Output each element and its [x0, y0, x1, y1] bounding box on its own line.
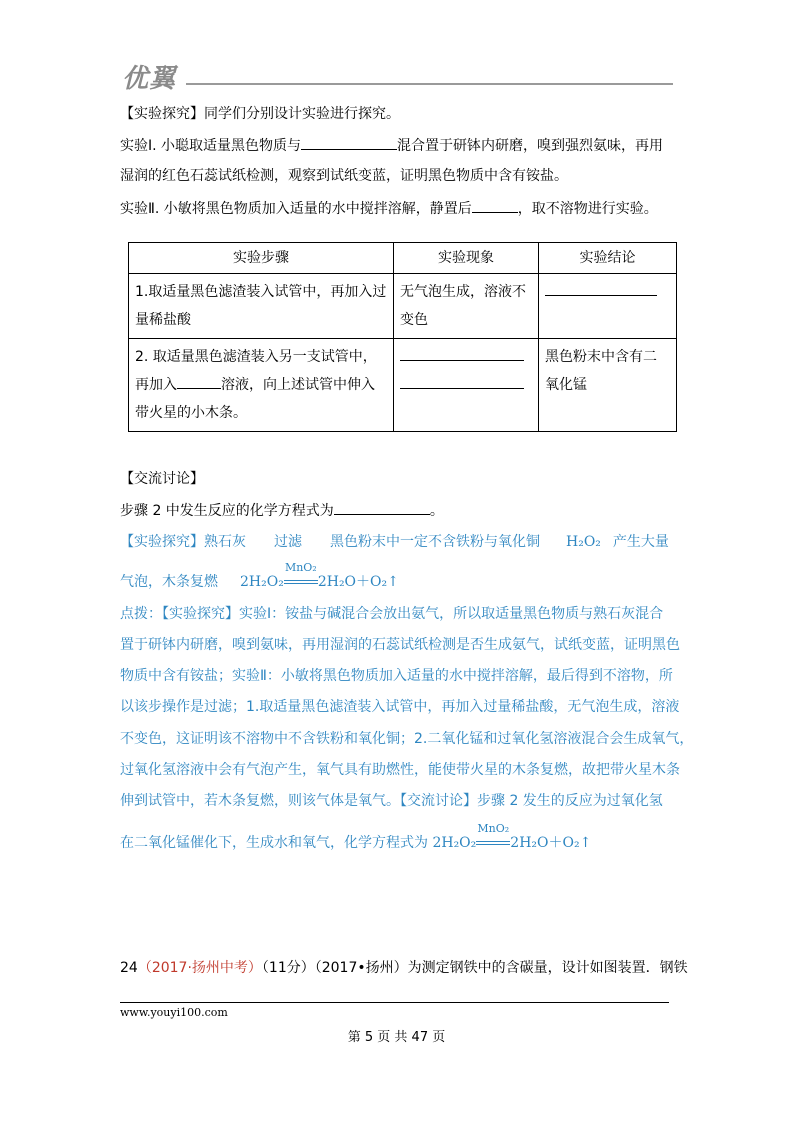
exp1-line — [120, 135, 663, 156]
answer-1: 【实验探究】熟石灰 — [120, 534, 246, 550]
discussion-text-a: 步骤 2 中发生反应的化学方程式为 — [120, 503, 334, 519]
intro-heading: 【实验探究】同学们分别设计实验进行探究。 — [120, 106, 400, 122]
table-row — [129, 339, 677, 432]
header-rule — [186, 83, 673, 85]
row1-phenomenon: 无气泡生成，溶液不变色 — [394, 274, 539, 339]
equation-2-right: 2H₂O＋O₂↑ — [510, 835, 592, 851]
exp2-text-b: ，取不溶物进行实验。 — [517, 201, 658, 217]
footer-url: www.youyi100.com — [120, 1006, 228, 1019]
row2-phenomenon-blank-2 — [400, 374, 524, 389]
answer-4: H₂O₂ — [566, 534, 601, 550]
equation-2-condition: MnO₂ — [477, 822, 510, 835]
exp1-line-2: 湿润的红色石蕊试纸检测，观察到试纸变蓝，证明黑色物质中含有铵盐。 — [120, 168, 568, 184]
row2-phenomenon — [394, 339, 539, 432]
row2-conclusion: 黑色粉末中含有二氧化锰 — [539, 339, 677, 432]
equation-2 — [432, 822, 592, 851]
table-header-row — [129, 243, 677, 274]
footer-rule — [120, 1002, 669, 1003]
answer-line-1 — [120, 532, 669, 552]
page-number: 第 5 页 共 47 页 — [347, 1030, 446, 1045]
discussion-question — [120, 500, 444, 521]
header-conclusion: 实验结论 — [539, 243, 677, 274]
discussion-blank — [334, 500, 430, 515]
discussion-heading: 【交流讨论】 — [120, 471, 204, 487]
equation-right: 2H₂O＋O₂↑ — [317, 574, 399, 590]
row1-conclusion-blank — [545, 281, 657, 296]
question-number: 24 — [120, 960, 138, 976]
equation — [240, 561, 399, 590]
question-source: （2017·扬州中考） — [137, 960, 262, 976]
answer-5-cont: 气泡，木条复燃 — [120, 574, 218, 590]
next-question — [120, 958, 688, 978]
tip-line-1: 点拨：【实验探究】实验Ⅰ：铵盐与碱混合会放出氨气，所以取适量黑色物质与熟石灰混合 — [120, 606, 664, 622]
equation-2-left: 2H₂O₂ — [432, 835, 477, 851]
header-phenomenon: 实验现象 — [394, 243, 539, 274]
row2-phenomenon-blank-1 — [400, 346, 524, 361]
equation-2-arrow — [476, 822, 510, 853]
row2-step-b: 溶液，向上述试管中伸入带火星的小木条。 — [135, 377, 375, 421]
exp2-line — [120, 198, 658, 219]
logo: 优翼 — [122, 64, 177, 94]
equation-arrow — [284, 561, 318, 592]
answer-2: 过滤 — [274, 534, 302, 550]
discussion-text-b: 。 — [429, 503, 444, 519]
experiment-table — [128, 242, 677, 432]
tip-line-8 — [120, 822, 592, 853]
tip-line-6: 过氧化氢溶液中会有气泡产生，氧气具有助燃性，能使带火星的木条复燃，故把带火星木条 — [120, 762, 680, 778]
row1-conclusion — [539, 274, 677, 339]
row2-step — [129, 339, 394, 432]
exp1-blank — [301, 135, 397, 150]
equation-condition: MnO₂ — [284, 561, 317, 574]
tip-line-7: 伸到试管中，若木条复燃，则该气体是氧气。【交流讨论】步骤 2 发生的反应为过氧化氢 — [120, 793, 663, 809]
question-text: （11分）（2017•扬州）为测定钢铁中的含碳量，设计如图装置．钢铁 — [261, 960, 688, 976]
row2-step-blank — [177, 374, 221, 389]
answer-line-2 — [120, 561, 399, 592]
table-row — [129, 274, 677, 339]
exp1-text-b: 混合置于研钵内研磨，嗅到强烈氨味，再用 — [397, 138, 664, 154]
tip-line-8-text: 在二氧化锰催化下，生成水和氧气，化学方程式为 — [120, 835, 433, 851]
answer-5: 产生大量 — [612, 534, 669, 550]
exp1-text-a: 实验Ⅰ. 小聪取适量黑色物质与 — [120, 138, 302, 154]
tip-line-5: 不变色，这证明该不溶物中不含铁粉和氧化铜；2.二氧化锰和过氧化氢溶液混合会生成氧气， — [120, 731, 694, 747]
header-step: 实验步骤 — [129, 243, 394, 274]
tip-line-4: 以该步操作是过滤；1.取适量黑色滤渣装入试管中，再加入过量稀盐酸，无气泡生成，溶液 — [120, 699, 680, 715]
row1-step: 1.取适量黑色滤渣装入试管中，再加入过量稀盐酸 — [129, 274, 394, 339]
exp2-text-a: 实验Ⅱ. 小敏将黑色物质加入适量的水中搅拌溶解，静置后 — [120, 201, 472, 217]
equation-left: 2H₂O₂ — [240, 574, 284, 590]
exp2-blank — [472, 198, 518, 213]
row2-step-a: 2. 取适量黑色滤渣装入另一支试管中，再加入 — [135, 349, 377, 393]
tip-line-2: 置于研钵内研磨，嗅到氨味，再用湿润的石蕊试纸检测是否生成氨气，试纸变蓝，证明黑色 — [120, 637, 680, 653]
tip-line-3: 物质中含有铵盐；实验Ⅱ：小敏将黑色物质加入适量的水中搅拌溶解，最后得到不溶物，所 — [120, 668, 673, 684]
answer-3: 黑色粉末中一定不含铁粉与氧化铜 — [330, 534, 540, 550]
